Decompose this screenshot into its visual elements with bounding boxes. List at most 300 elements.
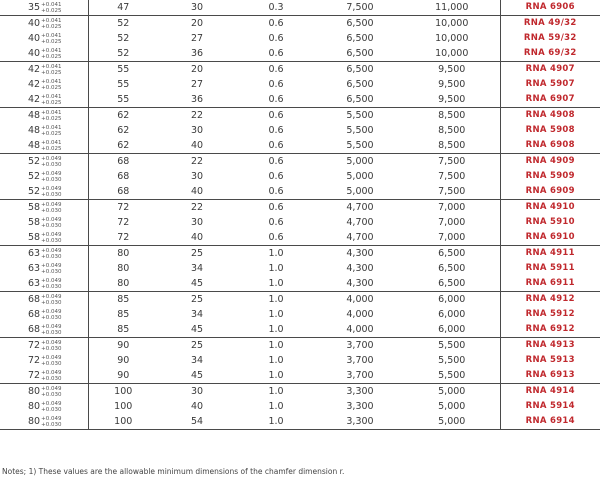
bore-diameter-value: 58 [28, 217, 41, 228]
part-number-cell: RNA 6913 [500, 368, 600, 384]
grease-speed-cell: 6,500 [346, 79, 374, 90]
width-cell: 45 [158, 322, 236, 338]
chamfer-cell: 0.3 [236, 0, 316, 16]
tolerance-lower: +0.025 [41, 84, 62, 91]
grease-speed-cell: 4,300 [316, 276, 404, 292]
footnote: Notes; 1) These values are the allowable minimum dimensions of the chamfer dimension r. [2, 467, 345, 476]
table-row [0, 276, 600, 292]
grease-speed-cell: 5,000 [316, 184, 404, 200]
bore-tolerance [41, 340, 61, 352]
bore-tolerance [41, 18, 61, 30]
grease-speed-cell: 6,500 [316, 46, 404, 62]
oil-speed-cell: 5,500 [404, 338, 500, 354]
table-row [0, 322, 600, 338]
bore-diameter-cell [0, 414, 88, 430]
oil-speed-cell: 5,500 [404, 353, 500, 368]
oil-speed-cell: 10,000 [404, 31, 500, 46]
oil-speed-cell: 10,000 [404, 46, 500, 62]
bore-diameter-cell [0, 154, 88, 170]
bore-diameter-cell [0, 123, 88, 138]
chamfer-cell: 0.6 [268, 110, 284, 121]
part-number-cell: RNA 6914 [500, 414, 600, 430]
chamfer-cell: 0.6 [268, 18, 284, 29]
outer-diameter-cell: 90 [117, 340, 130, 351]
grease-speed-cell: 3,300 [316, 414, 404, 430]
bore-diameter-cell [0, 0, 88, 16]
table-row [0, 16, 600, 32]
table-row [0, 31, 600, 46]
bore-diameter-cell [0, 368, 88, 384]
tolerance-lower: +0.030 [41, 222, 62, 229]
chamfer-cell: 1.0 [236, 368, 316, 384]
grease-speed-cell: 4,300 [346, 263, 374, 274]
bore-diameter-cell [0, 307, 88, 322]
tolerance-lower: +0.025 [41, 99, 62, 106]
tolerance-lower: +0.030 [41, 345, 62, 352]
tolerance-upper: +0.049 [41, 231, 62, 238]
tolerance-lower: +0.030 [41, 314, 62, 321]
tolerance-lower: +0.030 [41, 421, 62, 428]
bore-diameter-cell [0, 322, 88, 338]
width-cell: 27 [190, 33, 204, 44]
table-row [0, 46, 600, 62]
width-cell: 22 [190, 110, 204, 121]
tolerance-lower: +0.030 [41, 161, 62, 168]
part-number-cell: RNA 5909 [525, 171, 575, 181]
bore-diameter-cell [0, 108, 88, 124]
bore-diameter-cell [0, 200, 88, 216]
tolerance-lower: +0.025 [41, 7, 62, 14]
chamfer-cell: 0.6 [268, 125, 284, 136]
width-cell: 34 [190, 309, 204, 320]
tolerance-upper: +0.049 [41, 415, 62, 422]
tolerance-upper: +0.041 [41, 1, 62, 8]
oil-speed-cell: 5,500 [404, 368, 500, 384]
table-row [0, 92, 600, 108]
table-row [0, 338, 600, 354]
tolerance-upper: +0.049 [41, 385, 62, 392]
bore-tolerance [41, 171, 61, 183]
table-row [0, 353, 600, 368]
chamfer-cell: 1.0 [268, 294, 284, 305]
chamfer-cell: 0.6 [268, 217, 284, 228]
outer-diameter-cell: 62 [117, 110, 130, 121]
oil-speed-cell: 7,000 [404, 230, 500, 246]
bore-tolerance [41, 33, 61, 45]
oil-speed-cell: 9,500 [404, 92, 500, 108]
outer-diameter-cell: 68 [117, 171, 130, 182]
bore-tolerance [41, 386, 61, 398]
tolerance-lower: +0.025 [41, 38, 62, 45]
grease-speed-cell: 3,700 [316, 368, 404, 384]
tolerance-lower: +0.030 [41, 191, 62, 198]
part-number-cell: RNA 6906 [500, 0, 600, 16]
oil-speed-cell: 7,500 [404, 184, 500, 200]
bore-tolerance [41, 2, 61, 14]
bore-diameter-cell [0, 230, 88, 246]
tolerance-lower: +0.030 [41, 207, 62, 214]
tolerance-upper: +0.049 [41, 216, 62, 223]
width-cell: 45 [158, 368, 236, 384]
tolerance-lower: +0.030 [41, 360, 62, 367]
width-cell: 30 [190, 386, 204, 397]
width-cell: 25 [190, 248, 204, 259]
bore-diameter-cell [0, 399, 88, 414]
bore-diameter-cell [0, 77, 88, 92]
part-number-cell: RNA 69/32 [500, 46, 600, 62]
outer-diameter-cell: 68 [88, 184, 158, 200]
outer-diameter-cell: 90 [88, 368, 158, 384]
grease-speed-cell: 5,500 [316, 138, 404, 154]
tolerance-upper: +0.049 [41, 170, 62, 177]
bore-diameter-value: 52 [28, 156, 41, 167]
bore-diameter-cell [0, 16, 88, 32]
outer-diameter-cell: 85 [117, 309, 130, 320]
grease-speed-cell: 4,700 [346, 202, 374, 213]
tolerance-lower: +0.025 [41, 69, 62, 76]
bore-tolerance [41, 94, 61, 106]
outer-diameter-cell: 52 [117, 18, 130, 29]
bore-diameter-cell [0, 338, 88, 354]
table-row [0, 138, 600, 154]
bore-diameter-value: 42 [28, 94, 41, 105]
part-number-cell: RNA 4908 [525, 110, 575, 120]
tolerance-upper: +0.049 [41, 262, 62, 269]
bore-diameter-value: 72 [28, 370, 41, 381]
table-row [0, 414, 600, 430]
outer-diameter-cell: 100 [88, 414, 158, 430]
bore-tolerance [41, 278, 61, 290]
tolerance-upper: +0.049 [41, 308, 62, 315]
bore-tolerance [41, 79, 61, 91]
bore-diameter-value: 80 [28, 386, 41, 397]
chamfer-cell: 0.6 [268, 33, 284, 44]
width-cell: 20 [190, 64, 204, 75]
tolerance-upper: +0.041 [41, 139, 62, 146]
bore-tolerance [41, 248, 61, 260]
bore-tolerance [41, 416, 61, 428]
oil-speed-cell: 6,500 [404, 276, 500, 292]
chamfer-cell: 0.6 [268, 79, 284, 90]
chamfer-cell: 1.0 [236, 322, 316, 338]
grease-speed-cell: 4,000 [316, 322, 404, 338]
bore-tolerance [41, 156, 61, 168]
width-cell: 45 [158, 276, 236, 292]
chamfer-cell: 0.6 [236, 184, 316, 200]
chamfer-cell: 0.6 [236, 138, 316, 154]
tolerance-lower: +0.025 [41, 53, 62, 60]
tolerance-upper: +0.041 [41, 32, 62, 39]
outer-diameter-cell: 62 [117, 125, 130, 136]
chamfer-cell: 1.0 [236, 414, 316, 430]
bore-diameter-value: 35 [28, 2, 41, 13]
grease-speed-cell: 4,000 [346, 309, 374, 320]
grease-speed-cell: 3,700 [346, 355, 374, 366]
grease-speed-cell: 6,500 [346, 33, 374, 44]
width-cell: 30 [190, 125, 204, 136]
outer-diameter-cell: 72 [117, 202, 130, 213]
bore-diameter-cell [0, 215, 88, 230]
chamfer-cell: 0.6 [236, 46, 316, 62]
width-cell: 30 [158, 0, 236, 16]
bore-tolerance [41, 64, 61, 76]
tolerance-upper: +0.049 [41, 185, 62, 192]
oil-speed-cell: 5,000 [404, 384, 500, 400]
oil-speed-cell: 11,000 [404, 0, 500, 16]
tolerance-upper: +0.049 [41, 400, 62, 407]
bore-diameter-cell [0, 184, 88, 200]
bore-tolerance [41, 125, 61, 137]
chamfer-cell: 1.0 [268, 309, 284, 320]
part-number-cell: RNA 6911 [500, 276, 600, 292]
grease-speed-cell: 3,300 [346, 386, 374, 397]
bore-tolerance [41, 48, 61, 60]
oil-speed-cell: 6,000 [404, 292, 500, 308]
part-number-cell: RNA 4912 [525, 294, 575, 304]
bore-diameter-value: 48 [28, 125, 41, 136]
bore-diameter-value: 63 [28, 248, 41, 259]
tolerance-upper: +0.049 [41, 354, 62, 361]
grease-speed-cell: 4,700 [346, 217, 374, 228]
table-row [0, 184, 600, 200]
part-number-cell: RNA 5910 [525, 217, 575, 227]
table-row [0, 154, 600, 170]
tolerance-upper: +0.049 [41, 369, 62, 376]
bore-diameter-value: 72 [28, 355, 41, 366]
bore-diameter-cell [0, 138, 88, 154]
outer-diameter-cell: 68 [117, 156, 130, 167]
oil-speed-cell: 8,500 [404, 108, 500, 124]
bore-diameter-value: 58 [28, 232, 41, 243]
bore-diameter-cell [0, 31, 88, 46]
width-cell: 22 [190, 202, 204, 213]
bore-tolerance [41, 324, 61, 336]
table-row [0, 77, 600, 92]
outer-diameter-cell: 72 [117, 217, 130, 228]
outer-diameter-cell: 55 [88, 92, 158, 108]
bore-tolerance [41, 309, 61, 321]
part-number-cell: RNA 6910 [500, 230, 600, 246]
part-number-cell: RNA 5914 [525, 401, 575, 411]
bore-diameter-value: 80 [28, 401, 41, 412]
bore-diameter-value: 80 [28, 416, 41, 427]
table-row [0, 384, 600, 400]
tolerance-upper: +0.049 [41, 247, 62, 254]
part-number-cell: RNA 5911 [525, 263, 575, 273]
oil-speed-cell: 7,500 [404, 154, 500, 170]
table-row [0, 368, 600, 384]
tolerance-upper: +0.041 [41, 63, 62, 70]
tolerance-upper: +0.041 [41, 17, 62, 24]
outer-diameter-cell: 100 [114, 386, 133, 397]
tolerance-upper: +0.049 [41, 293, 62, 300]
width-cell: 27 [190, 79, 204, 90]
bore-tolerance [41, 401, 61, 413]
bore-tolerance [41, 355, 61, 367]
tolerance-upper: +0.049 [41, 339, 62, 346]
table-row [0, 200, 600, 216]
table-row [0, 169, 600, 184]
tolerance-lower: +0.030 [41, 237, 62, 244]
tolerance-lower: +0.025 [41, 145, 62, 152]
table-row [0, 261, 600, 276]
grease-speed-cell: 4,000 [346, 294, 374, 305]
table-row [0, 230, 600, 246]
bore-diameter-value: 48 [28, 110, 41, 121]
width-cell: 30 [190, 171, 204, 182]
bore-diameter-cell [0, 246, 88, 262]
grease-speed-cell: 3,300 [346, 401, 374, 412]
width-cell: 30 [190, 217, 204, 228]
chamfer-cell: 0.6 [236, 92, 316, 108]
bore-diameter-cell [0, 46, 88, 62]
tolerance-lower: +0.030 [41, 283, 62, 290]
outer-diameter-cell: 55 [117, 79, 130, 90]
part-number-cell: RNA 6907 [500, 92, 600, 108]
chamfer-cell: 1.0 [236, 276, 316, 292]
tolerance-upper: +0.049 [41, 323, 62, 330]
bore-diameter-value: 68 [28, 294, 41, 305]
oil-speed-cell: 8,500 [404, 138, 500, 154]
chamfer-cell: 0.6 [268, 64, 284, 75]
bore-diameter-value: 40 [28, 18, 41, 29]
width-cell: 40 [158, 230, 236, 246]
table-row [0, 0, 600, 16]
chamfer-cell: 1.0 [268, 401, 284, 412]
grease-speed-cell: 5,000 [346, 156, 374, 167]
part-number-cell: RNA 5907 [525, 79, 575, 89]
chamfer-cell: 0.6 [268, 202, 284, 213]
bore-tolerance [41, 232, 61, 244]
grease-speed-cell: 6,500 [346, 64, 374, 75]
bore-diameter-value: 40 [28, 33, 41, 44]
tolerance-lower: +0.025 [41, 130, 62, 137]
width-cell: 40 [158, 184, 236, 200]
bore-diameter-cell [0, 276, 88, 292]
outer-diameter-cell: 52 [88, 46, 158, 62]
outer-diameter-cell: 85 [88, 322, 158, 338]
oil-speed-cell: 6,000 [404, 307, 500, 322]
bore-diameter-value: 42 [28, 64, 41, 75]
tolerance-upper: +0.041 [41, 78, 62, 85]
bore-diameter-value: 52 [28, 186, 41, 197]
bore-diameter-cell [0, 169, 88, 184]
table-row [0, 292, 600, 308]
part-number-cell: RNA 4911 [525, 248, 575, 258]
table-row [0, 123, 600, 138]
width-cell: 34 [190, 263, 204, 274]
oil-speed-cell: 9,500 [404, 62, 500, 78]
table-row [0, 246, 600, 262]
oil-speed-cell: 5,000 [404, 399, 500, 414]
grease-speed-cell: 4,700 [316, 230, 404, 246]
oil-speed-cell: 7,000 [404, 215, 500, 230]
grease-speed-cell: 5,500 [346, 110, 374, 121]
oil-speed-cell: 6,000 [404, 322, 500, 338]
part-number-cell: RNA 5913 [525, 355, 575, 365]
part-number-cell: RNA 6912 [500, 322, 600, 338]
outer-diameter-cell: 80 [117, 248, 130, 259]
bore-diameter-value: 48 [28, 140, 41, 151]
tolerance-upper: +0.049 [41, 155, 62, 162]
width-cell: 54 [158, 414, 236, 430]
table-row [0, 399, 600, 414]
bore-diameter-cell [0, 384, 88, 400]
part-number-cell: RNA 4909 [525, 156, 575, 166]
outer-diameter-cell: 52 [117, 33, 130, 44]
width-cell: 36 [158, 92, 236, 108]
chamfer-cell: 0.6 [268, 171, 284, 182]
bore-diameter-cell [0, 261, 88, 276]
width-cell: 34 [190, 355, 204, 366]
tolerance-lower: +0.030 [41, 406, 62, 413]
tolerance-lower: +0.030 [41, 176, 62, 183]
outer-diameter-cell: 47 [88, 0, 158, 16]
width-cell: 25 [190, 340, 204, 351]
outer-diameter-cell: 80 [88, 276, 158, 292]
tolerance-upper: +0.041 [41, 47, 62, 54]
part-number-cell: RNA 4913 [525, 340, 575, 350]
table-row [0, 215, 600, 230]
bore-diameter-value: 40 [28, 48, 41, 59]
tolerance-upper: +0.041 [41, 93, 62, 100]
tolerance-lower: +0.030 [41, 375, 62, 382]
tolerance-lower: +0.030 [41, 253, 62, 260]
outer-diameter-cell: 62 [88, 138, 158, 154]
width-cell: 40 [158, 138, 236, 154]
width-cell: 36 [158, 46, 236, 62]
bore-tolerance [41, 263, 61, 275]
bore-diameter-value: 63 [28, 263, 41, 274]
oil-speed-cell: 9,500 [404, 77, 500, 92]
oil-speed-cell: 5,000 [404, 414, 500, 430]
grease-speed-cell: 6,500 [316, 92, 404, 108]
bore-diameter-value: 72 [28, 340, 41, 351]
outer-diameter-cell: 90 [117, 355, 130, 366]
bore-diameter-value: 52 [28, 171, 41, 182]
part-number-cell: RNA 59/32 [523, 33, 577, 43]
chamfer-cell: 1.0 [268, 386, 284, 397]
bore-tolerance [41, 186, 61, 198]
part-number-cell: RNA 4910 [525, 202, 575, 212]
chamfer-cell: 1.0 [268, 263, 284, 274]
oil-speed-cell: 7,500 [404, 169, 500, 184]
bore-tolerance [41, 202, 61, 214]
part-number-cell: RNA 6908 [500, 138, 600, 154]
oil-speed-cell: 10,000 [404, 16, 500, 32]
grease-speed-cell: 5,000 [346, 171, 374, 182]
tolerance-upper: +0.049 [41, 201, 62, 208]
tolerance-lower: +0.030 [41, 268, 62, 275]
grease-speed-cell: 5,500 [346, 125, 374, 136]
bore-diameter-value: 63 [28, 278, 41, 289]
tolerance-upper: +0.049 [41, 277, 62, 284]
outer-diameter-cell: 55 [117, 64, 130, 75]
outer-diameter-cell: 85 [117, 294, 130, 305]
tolerance-lower: +0.030 [41, 329, 62, 336]
bore-tolerance [41, 217, 61, 229]
bore-diameter-cell [0, 62, 88, 78]
chamfer-cell: 1.0 [268, 355, 284, 366]
chamfer-cell: 0.6 [268, 156, 284, 167]
bore-tolerance [41, 294, 61, 306]
outer-diameter-cell: 72 [88, 230, 158, 246]
chamfer-cell: 1.0 [268, 248, 284, 259]
grease-speed-cell: 6,500 [346, 18, 374, 29]
bore-tolerance [41, 110, 61, 122]
bore-diameter-value: 68 [28, 309, 41, 320]
oil-speed-cell: 8,500 [404, 123, 500, 138]
